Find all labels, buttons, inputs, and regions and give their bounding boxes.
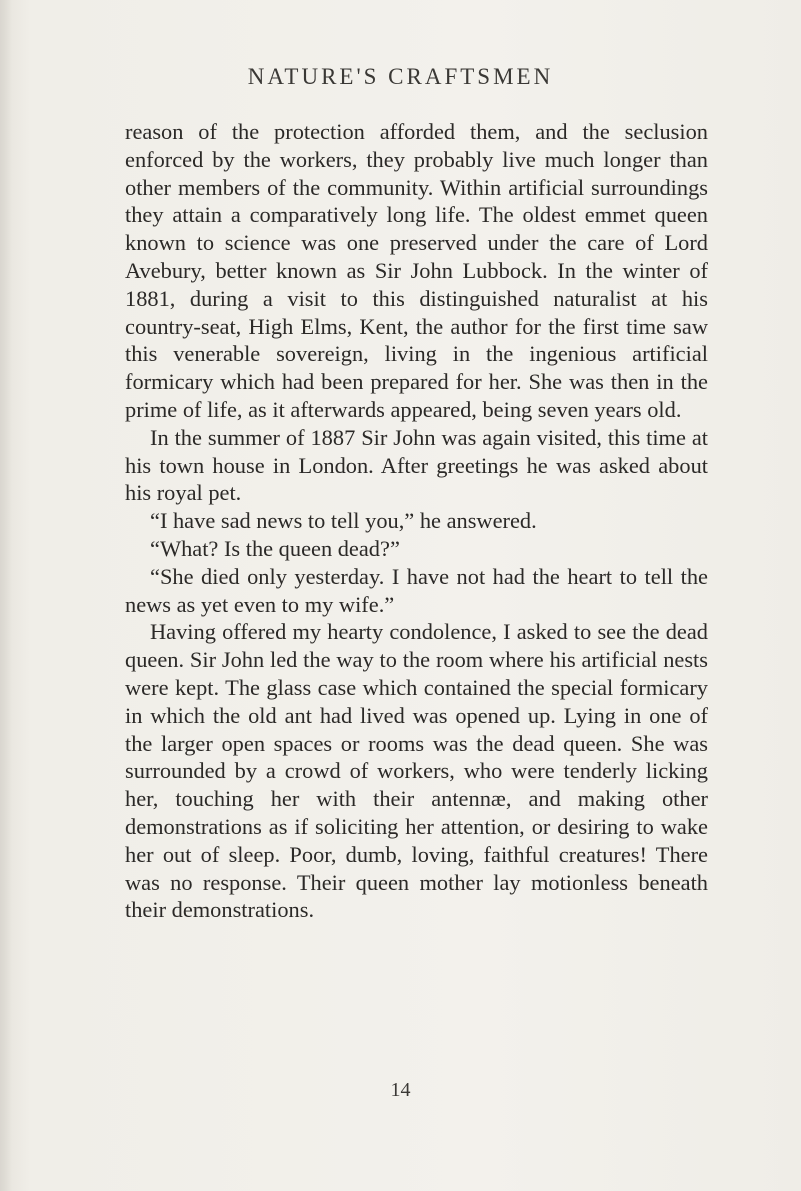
running-header: NATURE'S CRAFTSMEN xyxy=(247,64,554,89)
body-text xyxy=(125,118,708,924)
paragraph: “What? Is the queen dead?” xyxy=(150,535,400,561)
page-binding-shadow xyxy=(0,0,12,1191)
page-number: 14 xyxy=(390,1079,411,1101)
paragraph: reason of the protection afforded them, and the seclusion enforced by the workers, they probably live much longer than other members of the community. Within artificial surroundings they attain a comparatively long life. The oldest emmet queen known to science was one preserved under the care of Lord Avebury, better known as Sir John Lubbock. In the winter of 1881, during a visit to this distinguished naturalist at his country-seat, High Elms, Kent, the author for the first time saw this venerable sovereign, living in the ingenious artificial formicary which had been prepared for her. She was then in the prime of life, as it afterwards appeared, being seven years old. xyxy=(125,119,708,422)
paragraph: “She died only yesterday. I have not had the heart to tell the news as yet even to my wife.” xyxy=(125,563,708,617)
paragraph: “I have sad news to tell you,” he answered. xyxy=(150,508,537,534)
paragraph: In the summer of 1887 Sir John was again visited, this time at his town house in London. After greetings he was asked about his royal pet. xyxy=(125,424,708,506)
paragraph: Having offered my hearty condolence, I asked to see the dead queen. Sir John led the way to the room where his artificial nests were kept. The glass case which contained the special formicary in which the old ant had lived was opened up. Lying in one of the larger open spaces or rooms was the dead queen. She was surrounded by a crowd of workers, who were tenderly licking her, touching her with their antennæ, and making other demonstrations as if soliciting her attention, or desiring to wake her out of sleep. Poor, dumb, loving, faithful creatures! There was no response. Their queen mother lay motionless beneath their demonstrations. xyxy=(125,619,708,923)
